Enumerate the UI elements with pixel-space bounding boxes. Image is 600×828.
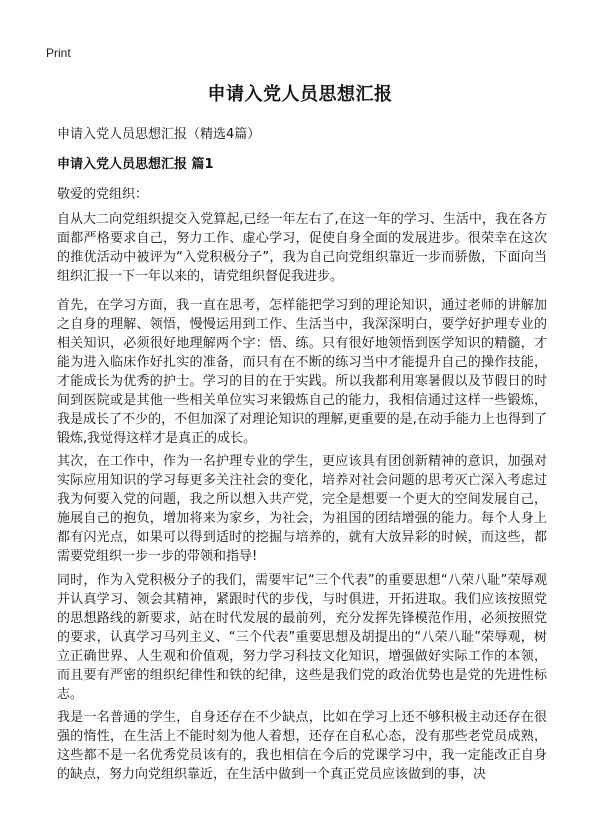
paragraph-1: 自从大二向党组织提交入党算起,已经一年左右了,在这一年的学习、生活中，我在各方面都严格要求自己，努力工作、虚心学习，促使自身全面的发展进步。很荣幸在这次的推优活动中被评为“入党积极分子”，我为自己向党组织靠近一步而骄傲，下面向当组织汇报一下一年以来的，请党组织督促我进步。 [57,212,547,284]
document-subtitle: 申请入党人员思想汇报（精选4篇） [57,127,261,142]
paragraph-4: 同时，作为入党积极分子的我们，需要牢记“三个代表”的重要思想“八荣八耻”荣辱观并认真学习、领会其精神，紧跟时代的步伐，与时俱进，开拓进取。我们应该按照党的思想路线的新要求，站在时代发展的最前列，充分发挥先锋模范作用，必须按照党的要求，认真学习马列主义、“三个代表”重要思想及胡提出的“八荣八耻”荣辱观，树立正确世界、人生观和价值观，努力学习科技文化知识，增强做好实际工作的本领，而且要有严密的组织纪律性和铁的纪律，这些是我们党的政治优势也是党的先进性标志。 [57,573,547,702]
paragraph-2: 首先，在学习方面，我一直在思考，怎样能把学习到的理论知识，通过老师的讲解加之自身的理解、领悟，慢慢运用到工作、生活当中，我深深明白，要学好护理专业的相关知识，必须很好地理解两个字：悟、练。只有很好地领悟到医学知识的精髓，才能为进入临床作好扎实的准备，而只有在不断的练习当中才能提升自己的操作技能，才能成长为优秀的护士。学习的目的在于实践。所以我都利用寒暑假以及节假日的时间到医院或是其他一些相关单位实习来锻炼自己的能力，我相信通过这样一些锻炼，我是成长了不少的，不但加深了对理论知识的理解,更重要的是,在动手能力上也得到了锻炼,我觉得这样才是真正的成长。 [57,298,547,446]
print-link[interactable]: Print [46,46,71,60]
document-title: 申请入党人员思想汇报 [207,84,393,105]
section-heading: 申请入党人员思想汇报 篇1 [57,157,214,172]
greeting: 敬爱的党组织： [57,187,149,202]
paragraph-5: 我是一名普通的学生，自身还存在不少缺点，比如在学习上还不够积极主动还存在很强的惰性，在生活上不能时刻为他人着想，还存在自私心态，没有那些老党员成熟，这些都不是一名优秀党员该有的，我也相信在今后的党课学习中，我一定能改正自身的缺点，努力向党组织靠近，在生活中做到一个真正党员应该做到的事，决 [57,710,547,782]
paragraph-3: 其次，在工作中，作为一名护理专业的学生，更应该具有团创新精神的意识，加强对实际应用知识的学习每更多关注社会的变化，培养对社会问题的思考灭亡深入考虑过我为何要入党的问题，我之所以想入共产党，完全是想要一个更大的空间发展自己，施展自己的抱负，增加将来为家乡，为社会，为祖国的团结增强的能力。每个人身上都有闪光点，如果可以得到适时的挖掘与培养的，就有大放异彩的时候，而这些，都需要党组织一步一步的带领和指导! [57,454,547,564]
